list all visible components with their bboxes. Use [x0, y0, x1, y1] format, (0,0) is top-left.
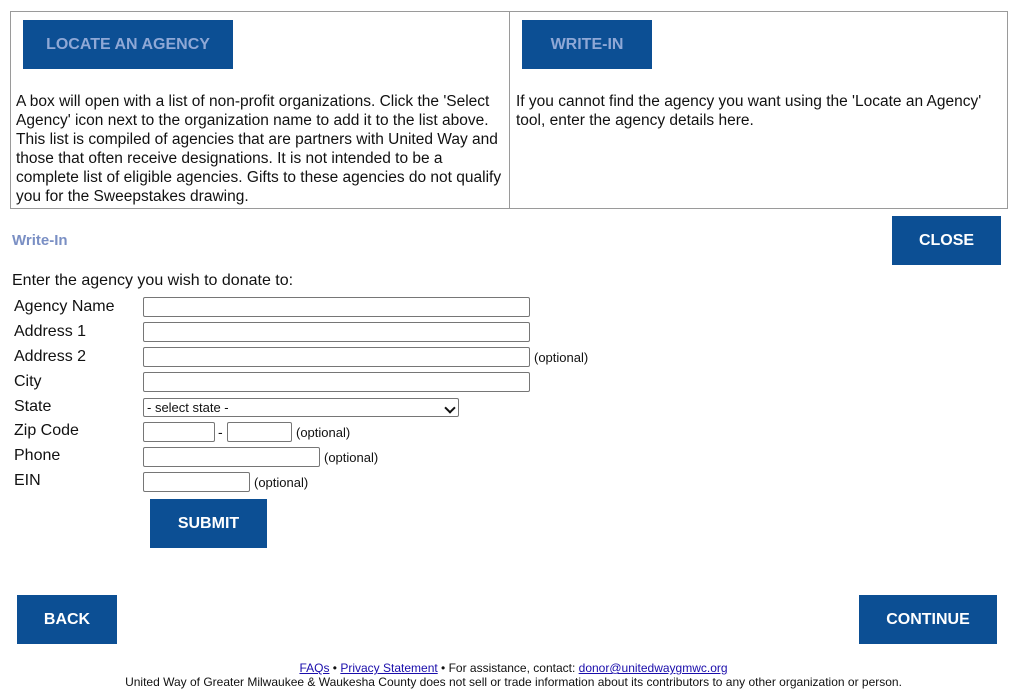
- write-in-button[interactable]: WRITE-IN: [522, 20, 652, 69]
- zip-extension-input[interactable]: [227, 422, 292, 442]
- form-intro: Enter the agency you wish to donate to:: [12, 272, 294, 289]
- back-button[interactable]: BACK: [17, 595, 117, 644]
- zip-separator: -: [218, 424, 223, 440]
- contact-email-link[interactable]: donor@unitedwaygmwc.org: [578, 661, 728, 675]
- ein-label: EIN: [14, 472, 41, 489]
- locate-agency-button[interactable]: LOCATE AN AGENCY: [23, 20, 233, 69]
- write-in-description: If you cannot find the agency you want using the 'Locate an Agency' tool, enter the agency details here.: [516, 93, 982, 129]
- zip-optional-note: (optional): [296, 425, 351, 440]
- ein-input[interactable]: [143, 472, 250, 492]
- faqs-link[interactable]: FAQs: [299, 661, 330, 675]
- agency-name-label: Agency Name: [14, 298, 115, 315]
- state-select-value: - select state -: [147, 400, 229, 415]
- address2-optional-note: (optional): [534, 350, 589, 365]
- city-label: City: [14, 373, 42, 390]
- phone-input[interactable]: [143, 447, 320, 467]
- phone-optional-note: (optional): [324, 450, 379, 465]
- city-input[interactable]: [143, 372, 530, 392]
- ein-optional-note: (optional): [254, 475, 309, 490]
- panel-divider: [509, 11, 510, 209]
- zip-code-input[interactable]: [143, 422, 215, 442]
- address1-label: Address 1: [14, 323, 87, 340]
- state-label: State: [14, 398, 52, 415]
- agency-name-input[interactable]: [143, 297, 530, 317]
- section-title: Write-In: [12, 232, 68, 249]
- address2-label: Address 2: [14, 348, 87, 365]
- submit-button[interactable]: SUBMIT: [150, 499, 267, 548]
- continue-button[interactable]: CONTINUE: [859, 595, 997, 644]
- zip-label: Zip Code: [14, 422, 79, 439]
- footer-disclaimer: United Way of Greater Milwaukee & Waukesha County does not sell or trade information about its contributors to any other organization or person.: [125, 675, 902, 689]
- chevron-down-icon: [444, 402, 455, 413]
- address2-input[interactable]: [143, 347, 530, 367]
- footer-links: [0, 661, 1027, 675]
- locate-agency-description: A box will open with a list of non-profit organizations. Click the 'Select Agency' icon next to the organization name to add it to the list above. This list is compiled of agencies that are partners with United Way and those that often receive designations. It is not intended to be a complete list of eligible agencies. Gifts to these agencies do not qualify you for the Sweepstakes drawing.: [16, 93, 502, 205]
- footer-assistance-text: • For assistance, contact:: [437, 661, 579, 675]
- privacy-statement-link[interactable]: Privacy Statement: [340, 661, 438, 675]
- close-button[interactable]: CLOSE: [892, 216, 1001, 265]
- address1-input[interactable]: [143, 322, 530, 342]
- state-select[interactable]: [143, 398, 459, 417]
- phone-label: Phone: [14, 447, 61, 464]
- footer-separator: •: [329, 661, 341, 675]
